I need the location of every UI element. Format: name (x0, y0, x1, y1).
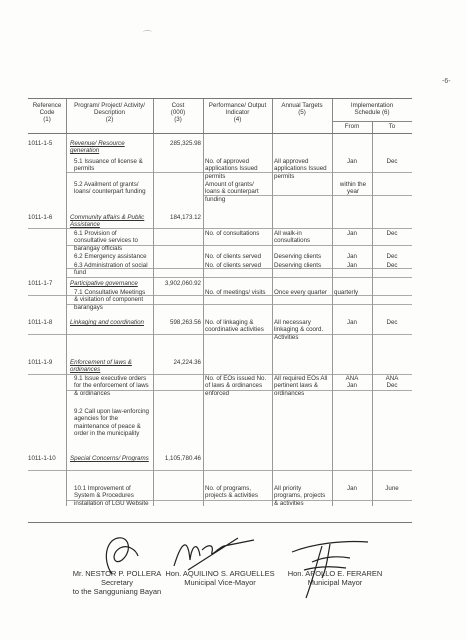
table-row (28, 288, 412, 318)
section-cost: 598,263.56 (170, 319, 201, 326)
item-from: Jan (347, 262, 357, 269)
section-5-header (28, 140, 412, 157)
item-from: Jan (347, 485, 357, 492)
section-code: 1011-1-7 (28, 280, 53, 287)
item-target: All approved applications Issued permits (274, 158, 327, 180)
item-to: Dec (386, 319, 398, 326)
item-desc: 6.2 Emergency assistance (74, 253, 147, 260)
item-to: Dec (386, 230, 398, 237)
item-target: All walk-in consultations (274, 230, 311, 245)
signatory-secretary (62, 569, 172, 596)
signatory-title: Secretary (100, 578, 134, 587)
item-from: Jan (347, 253, 357, 260)
scan-mark: ⌒ (143, 30, 153, 40)
section-8-row (28, 318, 412, 358)
table-header (28, 98, 412, 134)
section-10-header (28, 454, 412, 484)
table-row (28, 180, 412, 212)
item-to: Dec (386, 158, 398, 165)
signatory-mayor (280, 569, 390, 587)
table-row (28, 374, 412, 408)
item-indicator: No. of clients served (205, 262, 262, 269)
item-target: Deserving clients (274, 253, 322, 260)
section-title: Enforcement of laws & ordinances (70, 359, 132, 374)
table-row (28, 157, 412, 180)
section-title: Community affairs & Public Assistance (70, 214, 145, 229)
signatory-title: Municipal Vice-Mayor (184, 578, 256, 587)
item-desc: 5.1 Issuance of license & permits (74, 158, 143, 173)
item-indicator: No. of programs, projects & activities (205, 485, 258, 500)
section-9-header (28, 358, 412, 374)
signatory-name: Hon. APOLLO E. FERAREN (287, 569, 383, 578)
table-row (28, 261, 412, 279)
item-to: Dec (386, 253, 398, 260)
item-to: Dec (386, 262, 398, 269)
item-desc: 9.1 Issue executive orders for the enforcement of laws & ordinances (74, 375, 149, 397)
item-desc: 6.1 Provision of consultative services to barangay officials (74, 230, 138, 252)
item-desc: 9.2 Call upon law-enforcing agencies for the maintenance of peace & order in the municipality (74, 408, 149, 438)
signatory-name: Mr. NESTOR P. POLLERA (72, 569, 162, 578)
section-cost: 285,325.98 (170, 140, 201, 147)
table-row (28, 484, 412, 506)
section-code: 1011-1-5 (28, 140, 53, 147)
section-title: Special Concerns/ Programs (70, 455, 149, 462)
header-from: From (344, 123, 360, 130)
item-to: June (385, 485, 399, 492)
section-code: 1011-1-10 (28, 455, 56, 462)
item-to: ANA Dec (385, 375, 399, 390)
table-row (28, 408, 412, 454)
header-schedule: Implementation Schedule (6) (350, 102, 394, 117)
signatory-title: Municipal Mayor (307, 578, 363, 587)
item-from: within the year (339, 181, 367, 196)
header-program: Program/ Project/ Activity/ Description (2) (74, 102, 145, 124)
section-title: Linkaging and coordination (70, 319, 144, 326)
item-desc: 6.3 Administration of social fund (74, 262, 148, 277)
item-target: All necessary linkaging & coord. Activities (274, 319, 324, 341)
item-target: All required EOs All pertinent laws & ordinances (274, 375, 328, 397)
item-target: Once every quarter (274, 289, 327, 296)
table-row (28, 252, 412, 261)
header-target: Annual Targets (5) (281, 102, 323, 117)
signature-mayor (282, 526, 372, 606)
section-cost: 184,173.12 (170, 214, 201, 221)
section-code: 1011-1-6 (28, 214, 53, 221)
item-desc: 10.1 Improvement of System & Procedures installation of LGU Website (74, 485, 149, 507)
signatory-vice-mayor (160, 569, 280, 587)
item-indicator: No. of approved applications Issued permits (205, 158, 258, 180)
item-desc: 5.2 Availment of grants/ loans/ counterpart funding (74, 181, 146, 196)
item-indicator: No. of consultations (205, 230, 260, 237)
section-cost: 1,105,780.46 (164, 455, 201, 462)
header-ref: Reference Code (1) (32, 102, 62, 124)
item-from: quarterly (334, 289, 359, 296)
section-cost: 3,902,060.92 (164, 280, 201, 287)
header-to: To (388, 123, 396, 130)
section-6-header (28, 212, 412, 229)
signatory-title-2: to the Sangguniang Bayan (72, 587, 162, 596)
item-target: Deserving clients (274, 262, 322, 269)
item-indicator: No. of clients served (205, 253, 262, 260)
header-indicator: Performance/ Output Indicator (4) (208, 102, 267, 124)
section-code: 1011-1-8 (28, 319, 53, 326)
section-cost: 24,224.36 (173, 359, 201, 366)
item-indicator: No. of linkaging & coordinative activities (205, 319, 264, 334)
section-code: 1011-1-9 (28, 359, 53, 366)
item-desc: 7.1 Consultative Meetings & visitation of component barangays (74, 289, 146, 311)
section-title: Revenue/ Resource generation (70, 140, 125, 155)
table-row (28, 229, 412, 252)
item-indicator: No. of meetings/ visits (205, 289, 266, 296)
section-7-header (28, 279, 412, 288)
item-from: Jan (347, 319, 357, 326)
signatory-name: Hon. AQUILINO S. ARGUELLES (165, 569, 275, 578)
item-target: All priority programs, projects & activities (274, 485, 326, 507)
header-cost: Cost (000) (3) (170, 102, 186, 124)
aip-table (28, 98, 412, 506)
item-from: Jan (347, 230, 357, 237)
item-from: ANA Jan (345, 375, 359, 390)
section-title: Participative governance (70, 280, 138, 287)
item-indicator: No. of EOs issued No. of laws & ordinances enforced (205, 375, 267, 397)
signature-vice-mayor (168, 530, 258, 574)
item-indicator: Amount of grants/ loans & counterpart funding (205, 181, 259, 203)
page-number: -6- (442, 78, 451, 85)
item-from: Jan (347, 158, 357, 165)
